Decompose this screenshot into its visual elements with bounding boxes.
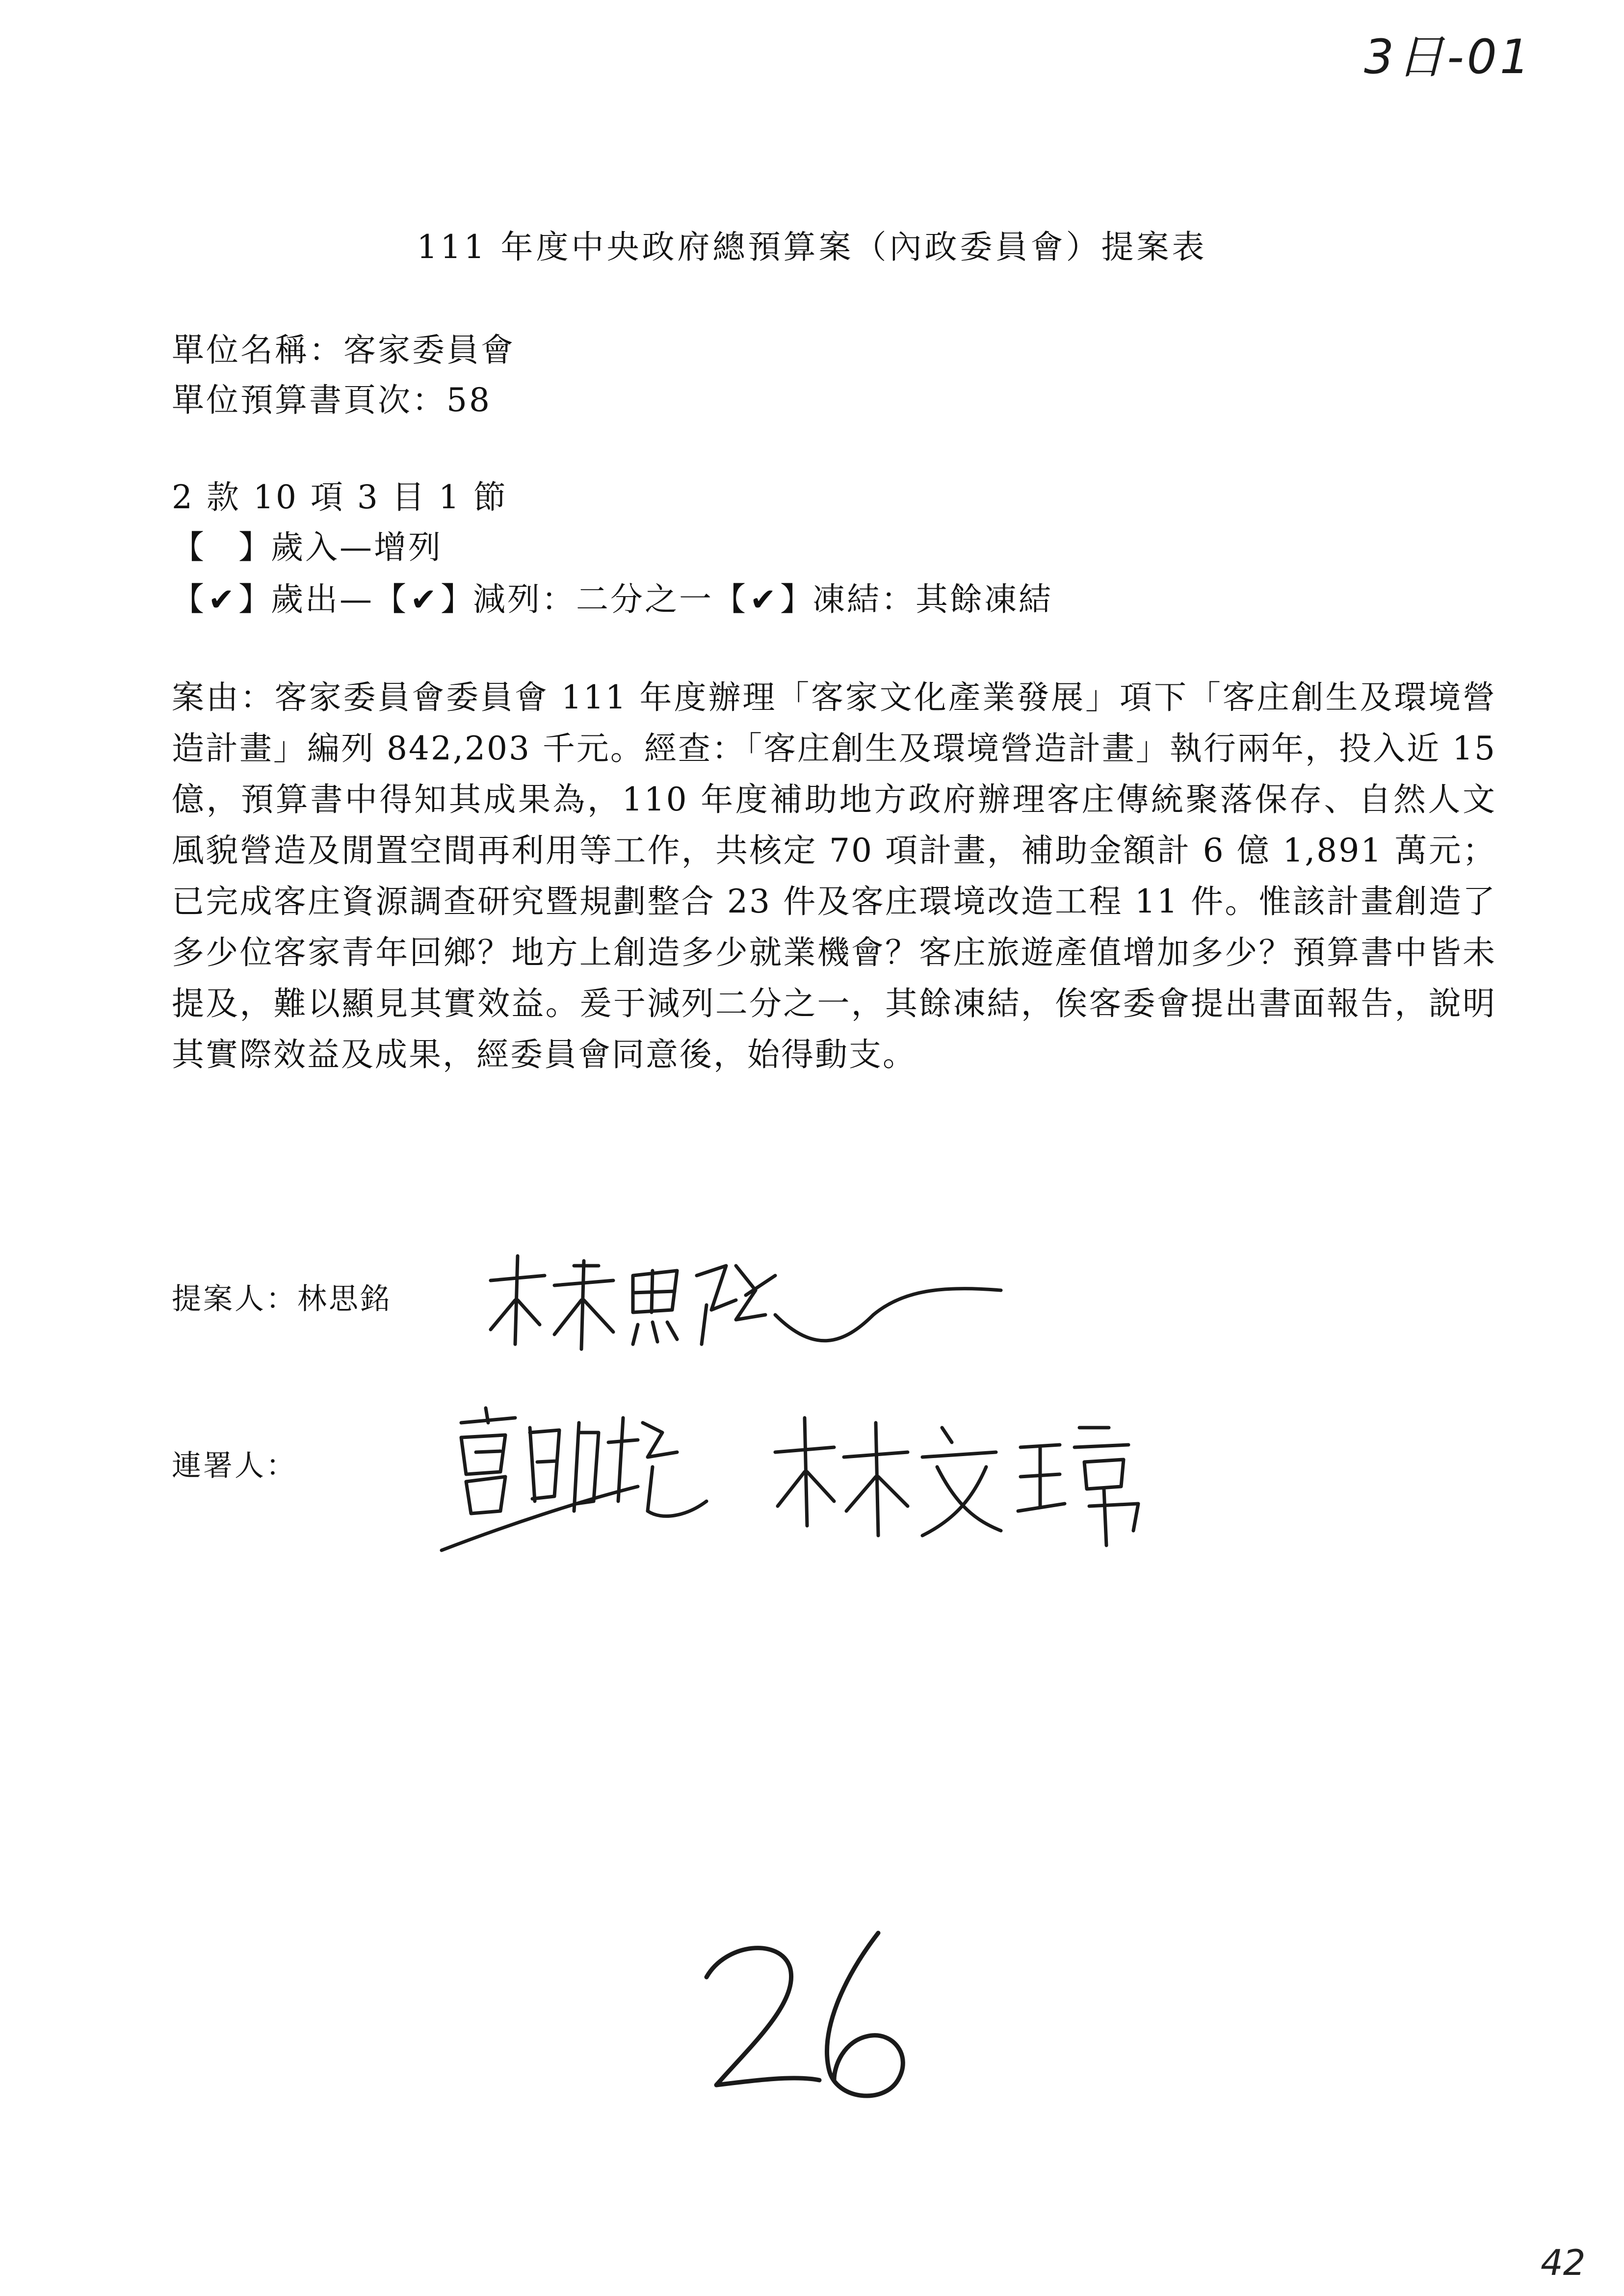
expense-text: 歲出— — [271, 580, 374, 618]
cut-checkbox: 【 ✔ 】 — [374, 580, 473, 618]
reason-paragraph: 案由：客家委員會委員會 111 年度辦理「客家文化產業發展」項下「客庄創生及環境營造計畫」編列 842,203 千元。經查：「客庄創生及環境營造計畫」執行兩年，投入近 15 億，預算書中得知其成果為，110 年度補助地方政府辦理客庄傳統聚落保存、自然人文風貌營造及閒置空間再利用等工作，共核定 70 項計畫，補助金額計 6 億 1,891 萬元；已完成客庄資源調查研究暨規劃整合 23 件及客庄環境改造工程 11 件。惟該計畫創造了多少位客家青年回鄉？地方上創造多少就業機會？客庄旅遊產值增加多少？預算書中皆未提及，難以顯見其實效益。爰于減列二分之一，其餘凍結，俟客委會提出書面報告，說明其實際效益及成果，經委員會同意後，始得動支。 — [172, 678, 1496, 1073]
bracket-close: 】 — [238, 528, 271, 566]
cosigner-signature-1 — [432, 1403, 736, 1560]
unit-line — [172, 324, 515, 370]
cosigner-label: 連署人： — [172, 1449, 297, 1483]
check-mark-icon: ✔ — [208, 582, 235, 618]
bracket-open: 【 — [172, 528, 204, 566]
unit-name: 客家委員會 — [343, 331, 515, 369]
corner-annotation: 3日-01 — [1364, 29, 1533, 84]
revenue-text: 歲入—增列 — [271, 528, 443, 566]
handwritten-page-number-26 — [697, 1923, 913, 2129]
expense-line — [172, 573, 1053, 620]
proposer-signature — [471, 1246, 1011, 1364]
check-mark-icon: ✔ — [750, 582, 776, 618]
revenue-line — [172, 521, 443, 568]
budget-page-line — [172, 374, 492, 420]
proposer-name: 林思銘 — [297, 1282, 392, 1316]
cut-text: 減列：二分之一 — [473, 580, 713, 618]
budget-section: 2 款 10 項 3 目 1 節 — [172, 478, 508, 516]
footer-annotation: 42 — [1541, 2242, 1586, 2283]
document-title: 111 年度中央政府總預算案（內政委員會）提案表 — [417, 228, 1207, 266]
revenue-checkbox — [172, 521, 271, 568]
freeze-checkbox: 【 ✔ 】 — [713, 580, 812, 618]
unit-label: 單位名稱： — [172, 331, 343, 369]
proposer-label: 提案人：林思銘 — [172, 1282, 392, 1316]
budget-page-value: 58 — [446, 381, 492, 419]
check-mark-icon: ✔ — [410, 582, 437, 618]
freeze-text: 凍結：其餘凍結 — [812, 580, 1053, 618]
cosigner-signature-2 — [765, 1408, 1148, 1555]
budget-page-label: 單位預算書頁次： — [172, 381, 446, 419]
expense-checkbox: 【 ✔ 】 — [172, 580, 271, 618]
